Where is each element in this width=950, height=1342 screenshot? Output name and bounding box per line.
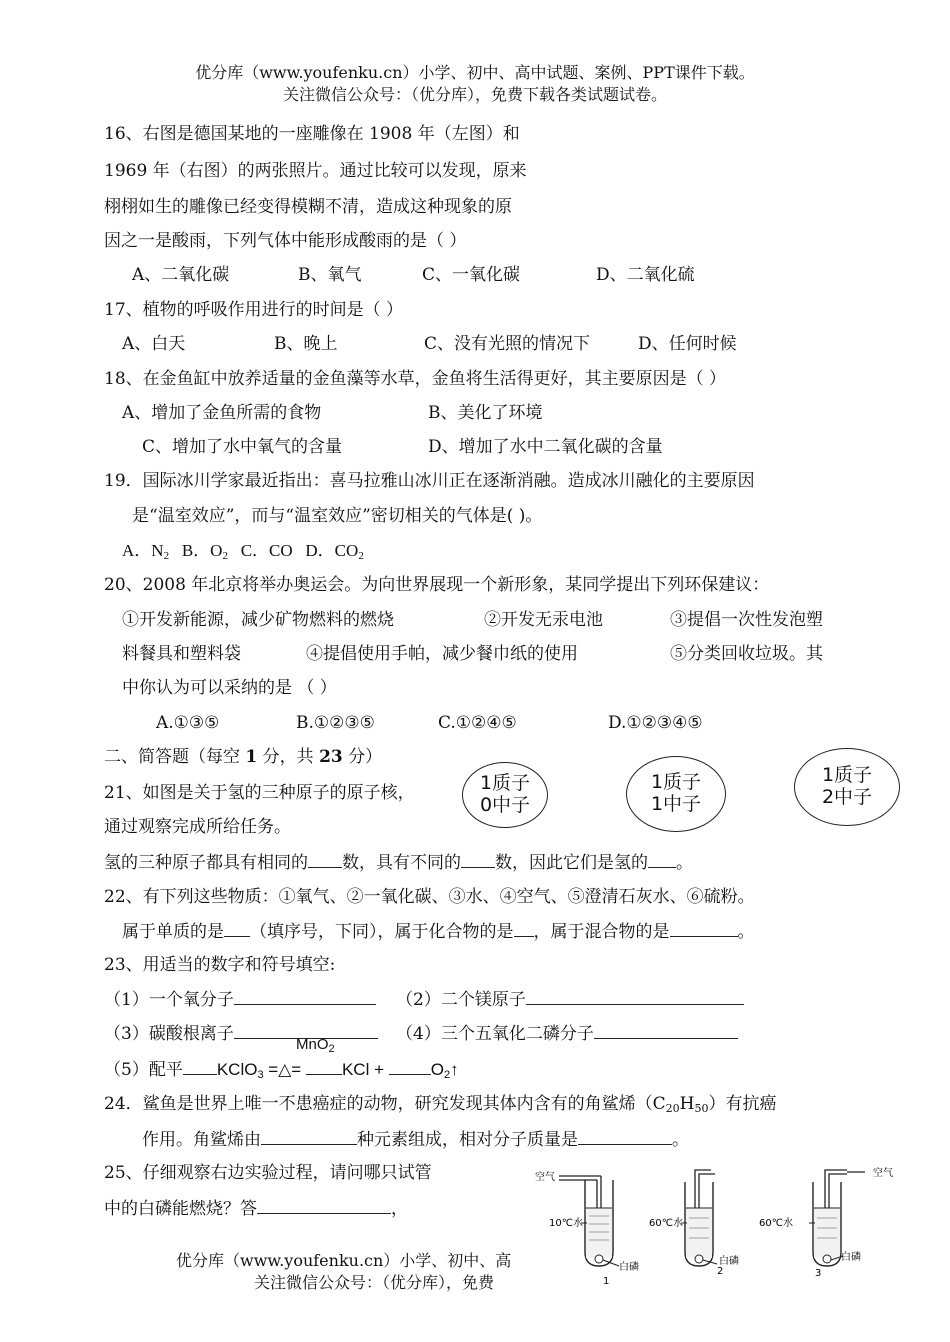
q20-item-2: ②开发无汞电池	[484, 610, 603, 630]
q23-part-5: （5）配平 KClO$_3$ =△= KCl + $O_2↑$	[104, 1060, 459, 1081]
answer-blank[interactable]	[578, 1128, 672, 1145]
q17-option-a: A、白天	[122, 334, 186, 354]
water-temp-label-2: 60℃水	[649, 1218, 683, 1229]
q25-line-1: 25、仔细观察右边实验过程，请问哪只试管	[104, 1163, 432, 1183]
answer-blank[interactable]	[461, 851, 495, 868]
answer-blank[interactable]	[670, 920, 738, 937]
header-line-2: 关注微信公众号：（优分库），免费下载各类试题试卷。	[282, 85, 667, 104]
q18-stem: 18、在金鱼缸中放养适量的金鱼藻等水草，金鱼将生活得更好，其主要原因是（ ）	[104, 369, 727, 389]
answer-blank[interactable]	[234, 988, 376, 1005]
q18-option-b: B、美化了环境	[428, 403, 543, 423]
q19-options	[122, 540, 364, 567]
answer-blank[interactable]	[594, 1022, 738, 1039]
q20-item-3: ③提倡一次性发泡塑	[670, 610, 823, 630]
q19-option-c: C．CO	[240, 541, 293, 560]
q16-line-3: 栩栩如生的雕像已经变得模糊不清，造成这种现象的原	[104, 197, 512, 217]
air-label-3: 空气	[873, 1168, 893, 1179]
q20-item-4: ④提倡使用手帕，减少餐巾纸的使用	[306, 644, 578, 664]
phosphorus-label-3: 白磷	[841, 1252, 861, 1263]
test-tube-2	[649, 1170, 739, 1277]
answer-blank[interactable]	[514, 920, 534, 937]
q17-option-c: C、没有光照的情况下	[424, 334, 591, 354]
q17-option-b: B、晚上	[274, 334, 338, 354]
answer-blank[interactable]	[389, 1058, 431, 1075]
q25-line-2: 中的白磷能燃烧？答 ，	[104, 1199, 408, 1219]
q21-fill-line: 氢的三种原子都具有相同的 数，具有不同的 数，因此它们是氢的 。	[104, 853, 693, 873]
q20-option-c: C.①②④⑤	[438, 713, 517, 733]
q20-option-a: A.①③⑤	[156, 713, 220, 733]
q18-option-c: C、增加了水中氧气的含量	[142, 437, 343, 457]
footer-line-2: 关注微信公众号：（优分库），免费	[254, 1273, 495, 1292]
tube-number-3: 3	[815, 1268, 822, 1279]
q18-option-a: A、增加了金鱼所需的食物	[122, 403, 322, 423]
answer-blank[interactable]	[526, 988, 744, 1005]
water-temp-label-1: 10℃水	[549, 1218, 583, 1229]
q16-line-4: 因之一是酸雨，下列气体中能形成酸雨的是（ ）	[104, 231, 467, 251]
q22-line-2: 属于单质的是 （填序号，下同），属于化合物的是 ，属于混合物的是 。	[122, 922, 755, 942]
answer-blank[interactable]	[257, 1197, 391, 1214]
q22-line-1: 22、有下列这些物质：①氧气、②一氧化碳、③水、④空气、⑤澄清石灰水、⑥硫粉。	[104, 887, 755, 907]
header-line-1: 优分库（www.youfenku.cn）小学、初中、高中试题、案例、PPT课件下载。	[195, 63, 755, 82]
q23-stem: 23、用适当的数字和符号填空:	[104, 955, 336, 975]
q21-line-1: 21、如图是关于氢的三种原子的原子核，	[104, 783, 415, 803]
q17-stem: 17、植物的呼吸作用进行的时间是（ ）	[104, 300, 404, 320]
q23-part-1: （1）一个氧分子	[104, 988, 376, 1011]
q20-option-d: D.①②③④⑤	[608, 713, 703, 733]
phosphorus-label-1: 白磷	[619, 1262, 639, 1273]
white-phosphorus-experiment-diagram	[515, 1160, 915, 1285]
q20-option-b: B.①②③⑤	[296, 713, 375, 733]
q19-line-1: 19．国际冰川学家最近指出：喜马拉雅山冰川正在逐渐消融。造成冰川融化的主要原因	[104, 471, 755, 491]
water-temp-label-3: 60℃水	[759, 1218, 793, 1229]
answer-blank[interactable]	[308, 851, 342, 868]
test-tube-1	[535, 1170, 639, 1285]
q21-line-2: 通过观察完成所给任务。	[104, 817, 291, 837]
footer-line-1: 优分库（www.youfenku.cn）小学、初中、高	[176, 1251, 512, 1270]
q17-option-d: D、任何时候	[638, 334, 737, 354]
catalyst-label: MnO$_2$	[296, 1036, 335, 1055]
q24-line-2: 作用。角鲨烯由 种元素组成，相对分子质量是 。	[142, 1130, 689, 1150]
answer-blank[interactable]	[183, 1058, 217, 1075]
answer-blank[interactable]	[306, 1058, 342, 1075]
air-label: 空气	[535, 1172, 555, 1183]
q20-item-5: ⑤分类回收垃圾。其	[670, 644, 823, 664]
test-tube-3	[759, 1166, 893, 1279]
q20-line-4: 中你认为可以采纳的是 （ ）	[122, 678, 337, 698]
q16-option-b: B、氧气	[298, 265, 362, 285]
q16-option-c: C、一氧化碳	[422, 265, 521, 285]
q16-option-d: D、二氧化硫	[596, 265, 695, 285]
q20-line-1: 20、2008 年北京将举办奥运会。为向世界展现一个新形象，某同学提出下列环保建议：	[104, 575, 770, 595]
q16-line-1: 16、右图是德国某地的一座雕像在 1908 年（左图）和	[104, 124, 520, 144]
tube-number-2: 2	[717, 1266, 724, 1277]
q18-option-d: D、增加了水中二氧化碳的含量	[428, 437, 663, 457]
answer-blank[interactable]	[261, 1128, 357, 1145]
q19-option-a: A．$N_2$	[122, 541, 170, 562]
q23-part-3: （3）碳酸根离子	[104, 1022, 378, 1045]
q19-line-2: 是“温室效应”，而与“温室效应”密切相关的气体是( )。	[132, 506, 543, 526]
q24-line-1: 24．鲨鱼是世界上唯一不患癌症的动物，研究发现其体内含有的角鲨烯$(C_{20}H_{50})$有抗癌	[104, 1094, 777, 1115]
answer-blank[interactable]	[224, 920, 250, 937]
q20-item-3-cont: 料餐具和塑料袋	[122, 644, 241, 664]
answer-blank[interactable]	[648, 851, 676, 868]
q16-line-2: 1969 年（右图）的两张照片。通过比较可以发现，原来	[104, 161, 527, 181]
q19-option-b: B．$O_2$	[181, 541, 228, 562]
nucleus-protium: 1质子 0中子	[462, 762, 548, 828]
nucleus-tritium: 1质子 2中子	[794, 748, 900, 826]
phosphorus-label-2: 白磷	[719, 1256, 739, 1267]
q16-option-a: A、二氧化碳	[132, 265, 230, 285]
nucleus-deuterium: 1质子 1中子	[626, 756, 726, 832]
q19-option-d: D．$CO_2$	[305, 541, 364, 562]
q23-part-2: （2）二个镁原子	[396, 988, 744, 1011]
section-2-heading: 二、简答题（每空 1 分，共 23 分）	[104, 747, 383, 767]
tube-number-1: 1	[603, 1276, 610, 1285]
q23-part-4: （4）三个五氧化二磷分子	[396, 1022, 738, 1045]
q20-item-1: ①开发新能源，减少矿物燃料的燃烧	[122, 610, 394, 630]
